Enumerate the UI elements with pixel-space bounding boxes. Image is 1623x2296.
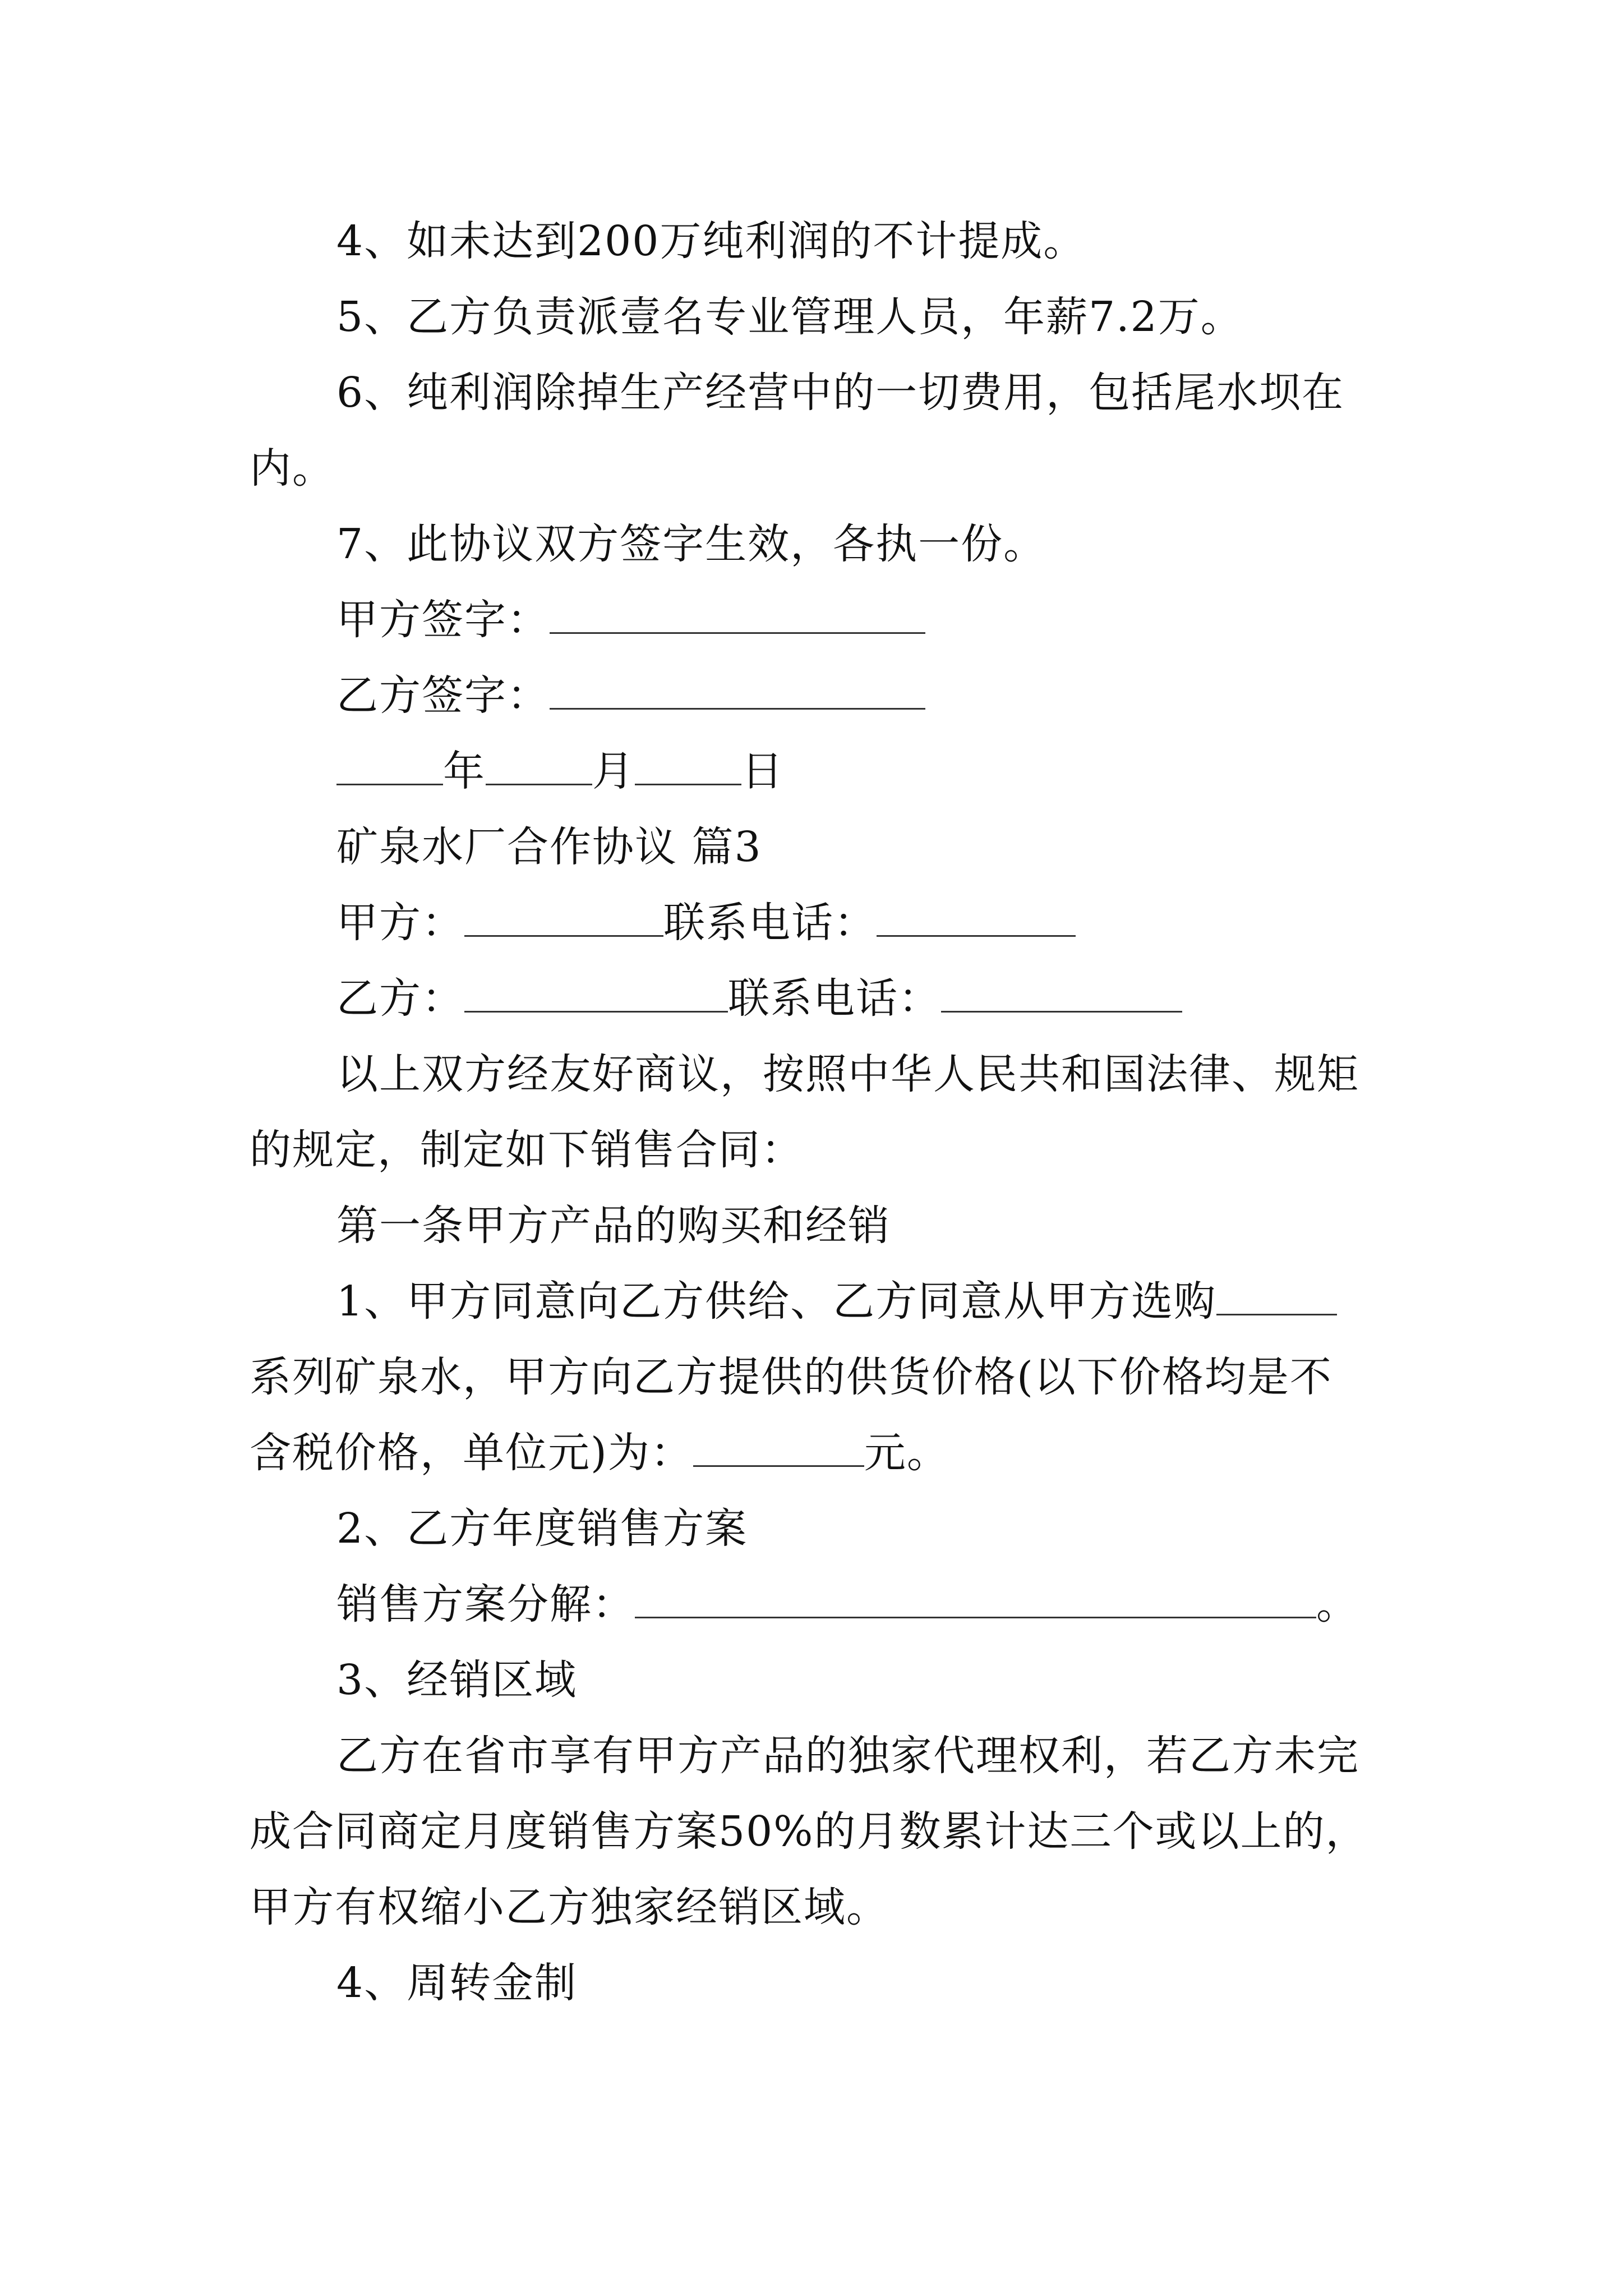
product-series-blank <box>1216 1274 1337 1315</box>
text: 成合同商定月度销售方案50%的月数累计达三个或以上的， <box>250 1807 1368 1856</box>
party-a-phone-blank <box>877 896 1076 937</box>
item-1-line-2 <box>0 1343 1623 1411</box>
text: 内。 <box>250 444 335 493</box>
day-label: 日 <box>741 747 784 795</box>
party-b-name-blank <box>464 972 728 1013</box>
party-a-label: 甲方： <box>336 899 464 947</box>
party-b-label: 乙方： <box>336 974 464 1023</box>
party-a-phone-label: 联系电话： <box>663 899 877 947</box>
clause-4-line <box>0 208 1623 275</box>
text: 4、周转金制 <box>336 1959 578 2007</box>
date-line <box>0 738 1623 805</box>
text: 矿泉水厂合作协议 篇3 <box>336 823 762 871</box>
party-a-signature-line <box>0 586 1623 654</box>
party-b-phone-label: 联系电话： <box>728 974 941 1023</box>
sales-plan-line <box>0 1571 1623 1638</box>
month-label: 月 <box>592 747 635 795</box>
text: 2、乙方年度销售方案 <box>336 1504 748 1553</box>
item-2-heading <box>0 1495 1623 1562</box>
party-a-signature-blank <box>550 593 925 634</box>
item-1-line-3 <box>0 1419 1623 1487</box>
clause-6-line <box>0 359 1623 426</box>
item-4-heading <box>0 1949 1623 2017</box>
text: 以上双方经友好商议，按照中华人民共和国法律、规矩 <box>336 1050 1359 1098</box>
party-b-signature-line <box>0 662 1623 729</box>
clause-6-continued <box>0 435 1623 502</box>
item-3-heading <box>0 1646 1623 1714</box>
year-blank <box>336 744 443 785</box>
text: 系列矿泉水，甲方向乙方提供的供货价格(以下价格均是不 <box>250 1353 1332 1401</box>
price-unit: 元。 <box>864 1429 949 1477</box>
region-line-1 <box>0 1722 1623 1789</box>
day-blank <box>635 744 741 785</box>
preamble-line-2 <box>0 1116 1623 1184</box>
sales-plan-label: 销售方案分解： <box>336 1580 635 1628</box>
party-b-signature-label: 乙方签字： <box>336 671 550 720</box>
text: 3、经销区域 <box>336 1656 578 1704</box>
party-b-signature-blank <box>550 669 925 710</box>
price-blank <box>693 1426 864 1467</box>
text: 4、如未达到200万纯利润的不计提成。 <box>336 217 1086 265</box>
text: 甲方有权缩小乙方独家经销区域。 <box>250 1883 889 1931</box>
party-a-signature-label: 甲方签字： <box>336 596 550 644</box>
text: 1、甲方同意向乙方供给、乙方同意从甲方选购 <box>336 1277 1217 1326</box>
article-1-heading <box>0 1192 1623 1259</box>
party-b-contact-line <box>0 965 1623 1032</box>
text: 第一条甲方产品的购买和经销 <box>336 1202 891 1250</box>
party-b-phone-blank <box>941 972 1182 1013</box>
region-line-2 <box>0 1798 1623 1865</box>
item-1-line-1 <box>0 1268 1623 1335</box>
sales-plan-blank <box>635 1577 1316 1618</box>
year-label: 年 <box>443 747 486 795</box>
preamble-line-1 <box>0 1041 1623 1108</box>
section-title <box>0 813 1623 881</box>
text: 含税价格，单位元)为： <box>250 1429 693 1477</box>
text: 的规定，制定如下销售合同： <box>250 1126 804 1174</box>
text: 5、乙方负责派壹名专业管理人员，年薪7.2万。 <box>336 293 1243 341</box>
period: 。 <box>1316 1580 1359 1628</box>
party-a-contact-line <box>0 889 1623 956</box>
party-a-name-blank <box>464 896 663 937</box>
text: 7、此协议双方签字生效，各执一份。 <box>336 520 1046 568</box>
clause-5-line <box>0 283 1623 351</box>
month-blank <box>486 744 592 785</box>
clause-7-line <box>0 510 1623 578</box>
text: 6、纯利润除掉生产经营中的一切费用，包括尾水坝在 <box>336 369 1345 417</box>
text: 乙方在省市享有甲方产品的独家代理权利，若乙方未完 <box>336 1732 1359 1780</box>
region-line-3 <box>0 1874 1623 1941</box>
